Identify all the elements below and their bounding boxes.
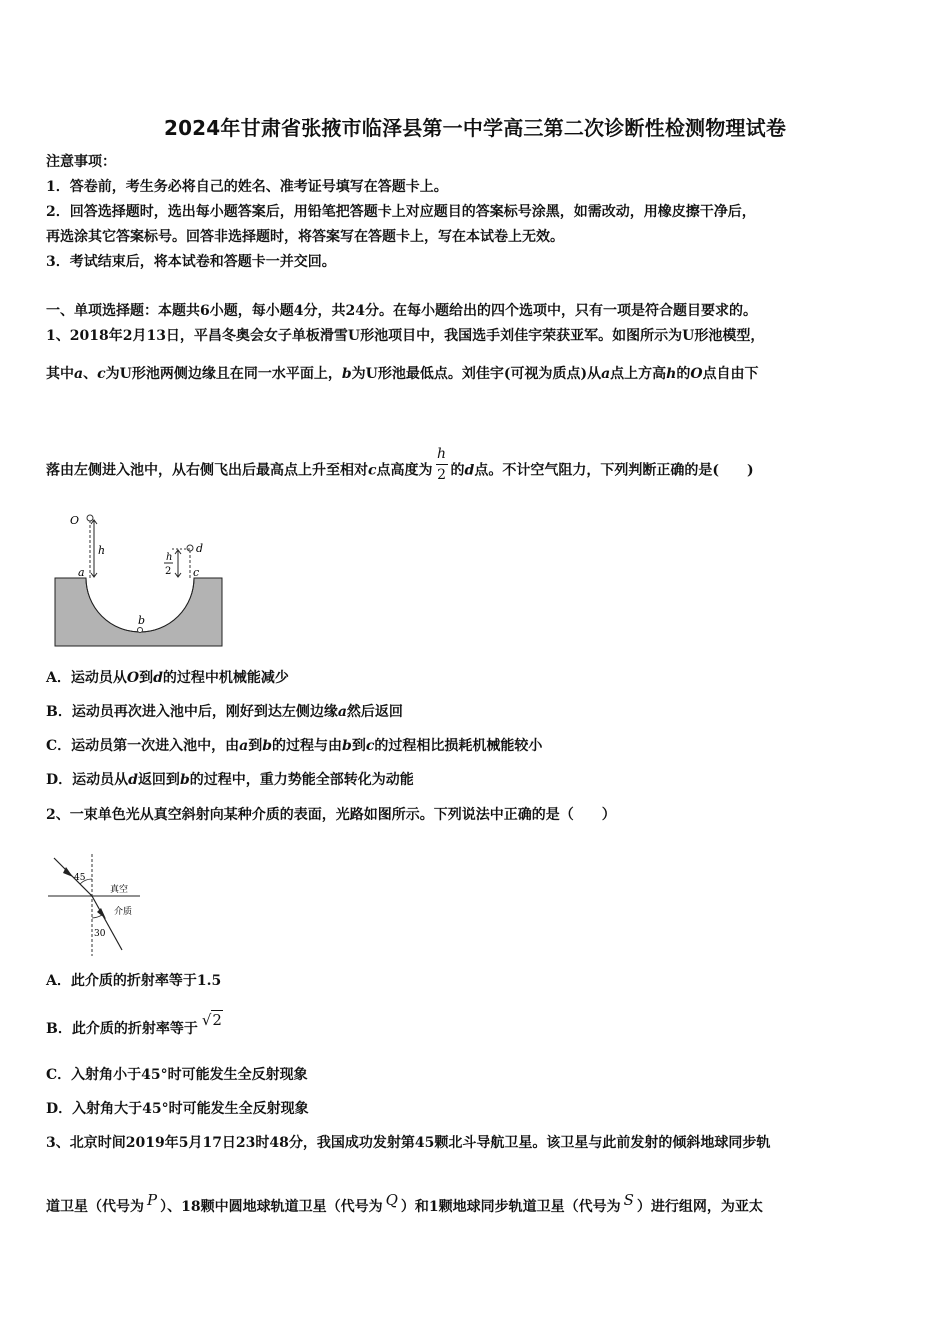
option-C: C．运动员第一次进入池中，由a到b的过程与由b到c的过程相比损耗机械能较小 [46, 738, 543, 754]
sqrt-2: √2 [201, 1011, 222, 1029]
pool-body [55, 578, 222, 646]
label-medium: 介质 [114, 907, 133, 917]
notice-item: 2．回答选择题时，选出每小题答案后，用铅笔把答题卡上对应题目的答案标号涂黑，如需改动，用橡皮擦干净后， [46, 204, 756, 220]
q2-option-B: B．此介质的折射率等于 √2 [46, 1011, 222, 1037]
notice-item: 1．答卷前，考生务必将自己的姓名、准考证号填写在答题卡上。 [46, 179, 448, 195]
fraction-h-over-2: $\frac{h}{2}$ [437, 446, 447, 483]
option-D: D．运动员从d返回到b的过程中，重力势能全部转化为动能 [46, 772, 414, 788]
question-3-line-1: 3、北京时间2019年5月17日23时48分，我国成功发射第45颗北斗导航卫星。该卫星与此前发射的倾斜地球同步轨 [46, 1135, 771, 1151]
label-c: c [193, 566, 200, 579]
q2-option-C: C．入射角小于45°时可能发生全反射现象 [46, 1067, 308, 1083]
option-B: B．运动员再次进入池中后，刚好到达左侧边缘a然后返回 [46, 704, 403, 720]
label-h: h [98, 544, 106, 557]
label-d: d [196, 542, 204, 555]
question-2-stem: 2、一束单色光从真空斜射向某种介质的表面，光路如图所示。下列说法中正确的是（ ） [46, 807, 616, 823]
label-b: b [138, 614, 146, 627]
notice-heading: 注意事项： [46, 154, 116, 170]
q2-option-A: A．此介质的折射率等于1.5 [46, 973, 222, 989]
label-O: O [70, 514, 80, 527]
label-a: a [78, 566, 85, 579]
svg-text:h: h [166, 552, 173, 563]
section-heading: 一、单项选择题：本题共6小题，每小题4分，共24分。在每小题给出的四个选项中，只有一项是符合题目要求的。 [46, 303, 757, 319]
angle-30: 30 [94, 929, 106, 939]
refraction-figure [44, 850, 144, 962]
label-vacuum: 真空 [110, 885, 129, 895]
question-3-line-2: 道卫星（代号为 P ）、18颗中圆地球轨道卫星（代号为 Q ）和1颗地球同步轨道卫星（代号为 S ）进行组网，为亚太 [46, 1191, 763, 1215]
point-b [138, 628, 143, 633]
page-title: 2024年甘肃省张掖市临泽县第一中学高三第二次诊断性检测物理试卷 [163, 116, 787, 140]
point-O [87, 515, 93, 521]
question-1-line-1: 1、2018年2月13日，平昌冬奥会女子单板滑雪U形池项目中，我国选手刘佳宇荣获亚军。如图所示为U形池模型， [46, 328, 765, 344]
notice-item: 3．考试结束后，将本试卷和答题卡一并交回。 [46, 254, 336, 270]
angle-45: 45 [74, 873, 86, 883]
q2-option-D: D．入射角大于45°时可能发生全反射现象 [46, 1101, 309, 1117]
option-A: A．运动员从O到d的过程中机械能减少 [46, 670, 289, 686]
point-d [187, 545, 193, 551]
question-1-line-3: 落由左侧进入池中，从右侧飞出后最高点上升至相对c点高度为 $\frac{h}{2}$ 的d点。不计空气阻力，下列判断正确的是( ) [46, 446, 754, 483]
question-1-line-2: 其中a、c为U形池两侧边缘且在同一水平面上，b为U形池最低点。刘佳宇(可视为质点)从a点上方高h的O点自由下 [46, 366, 759, 382]
u-pool-figure [52, 508, 232, 650]
notice-item: 再选涂其它答案标号。回答非选择题时，将答案写在答题卡上，写在本试卷上无效。 [46, 229, 564, 245]
svg-text:2: 2 [165, 566, 172, 577]
refracted-ray [92, 896, 122, 950]
